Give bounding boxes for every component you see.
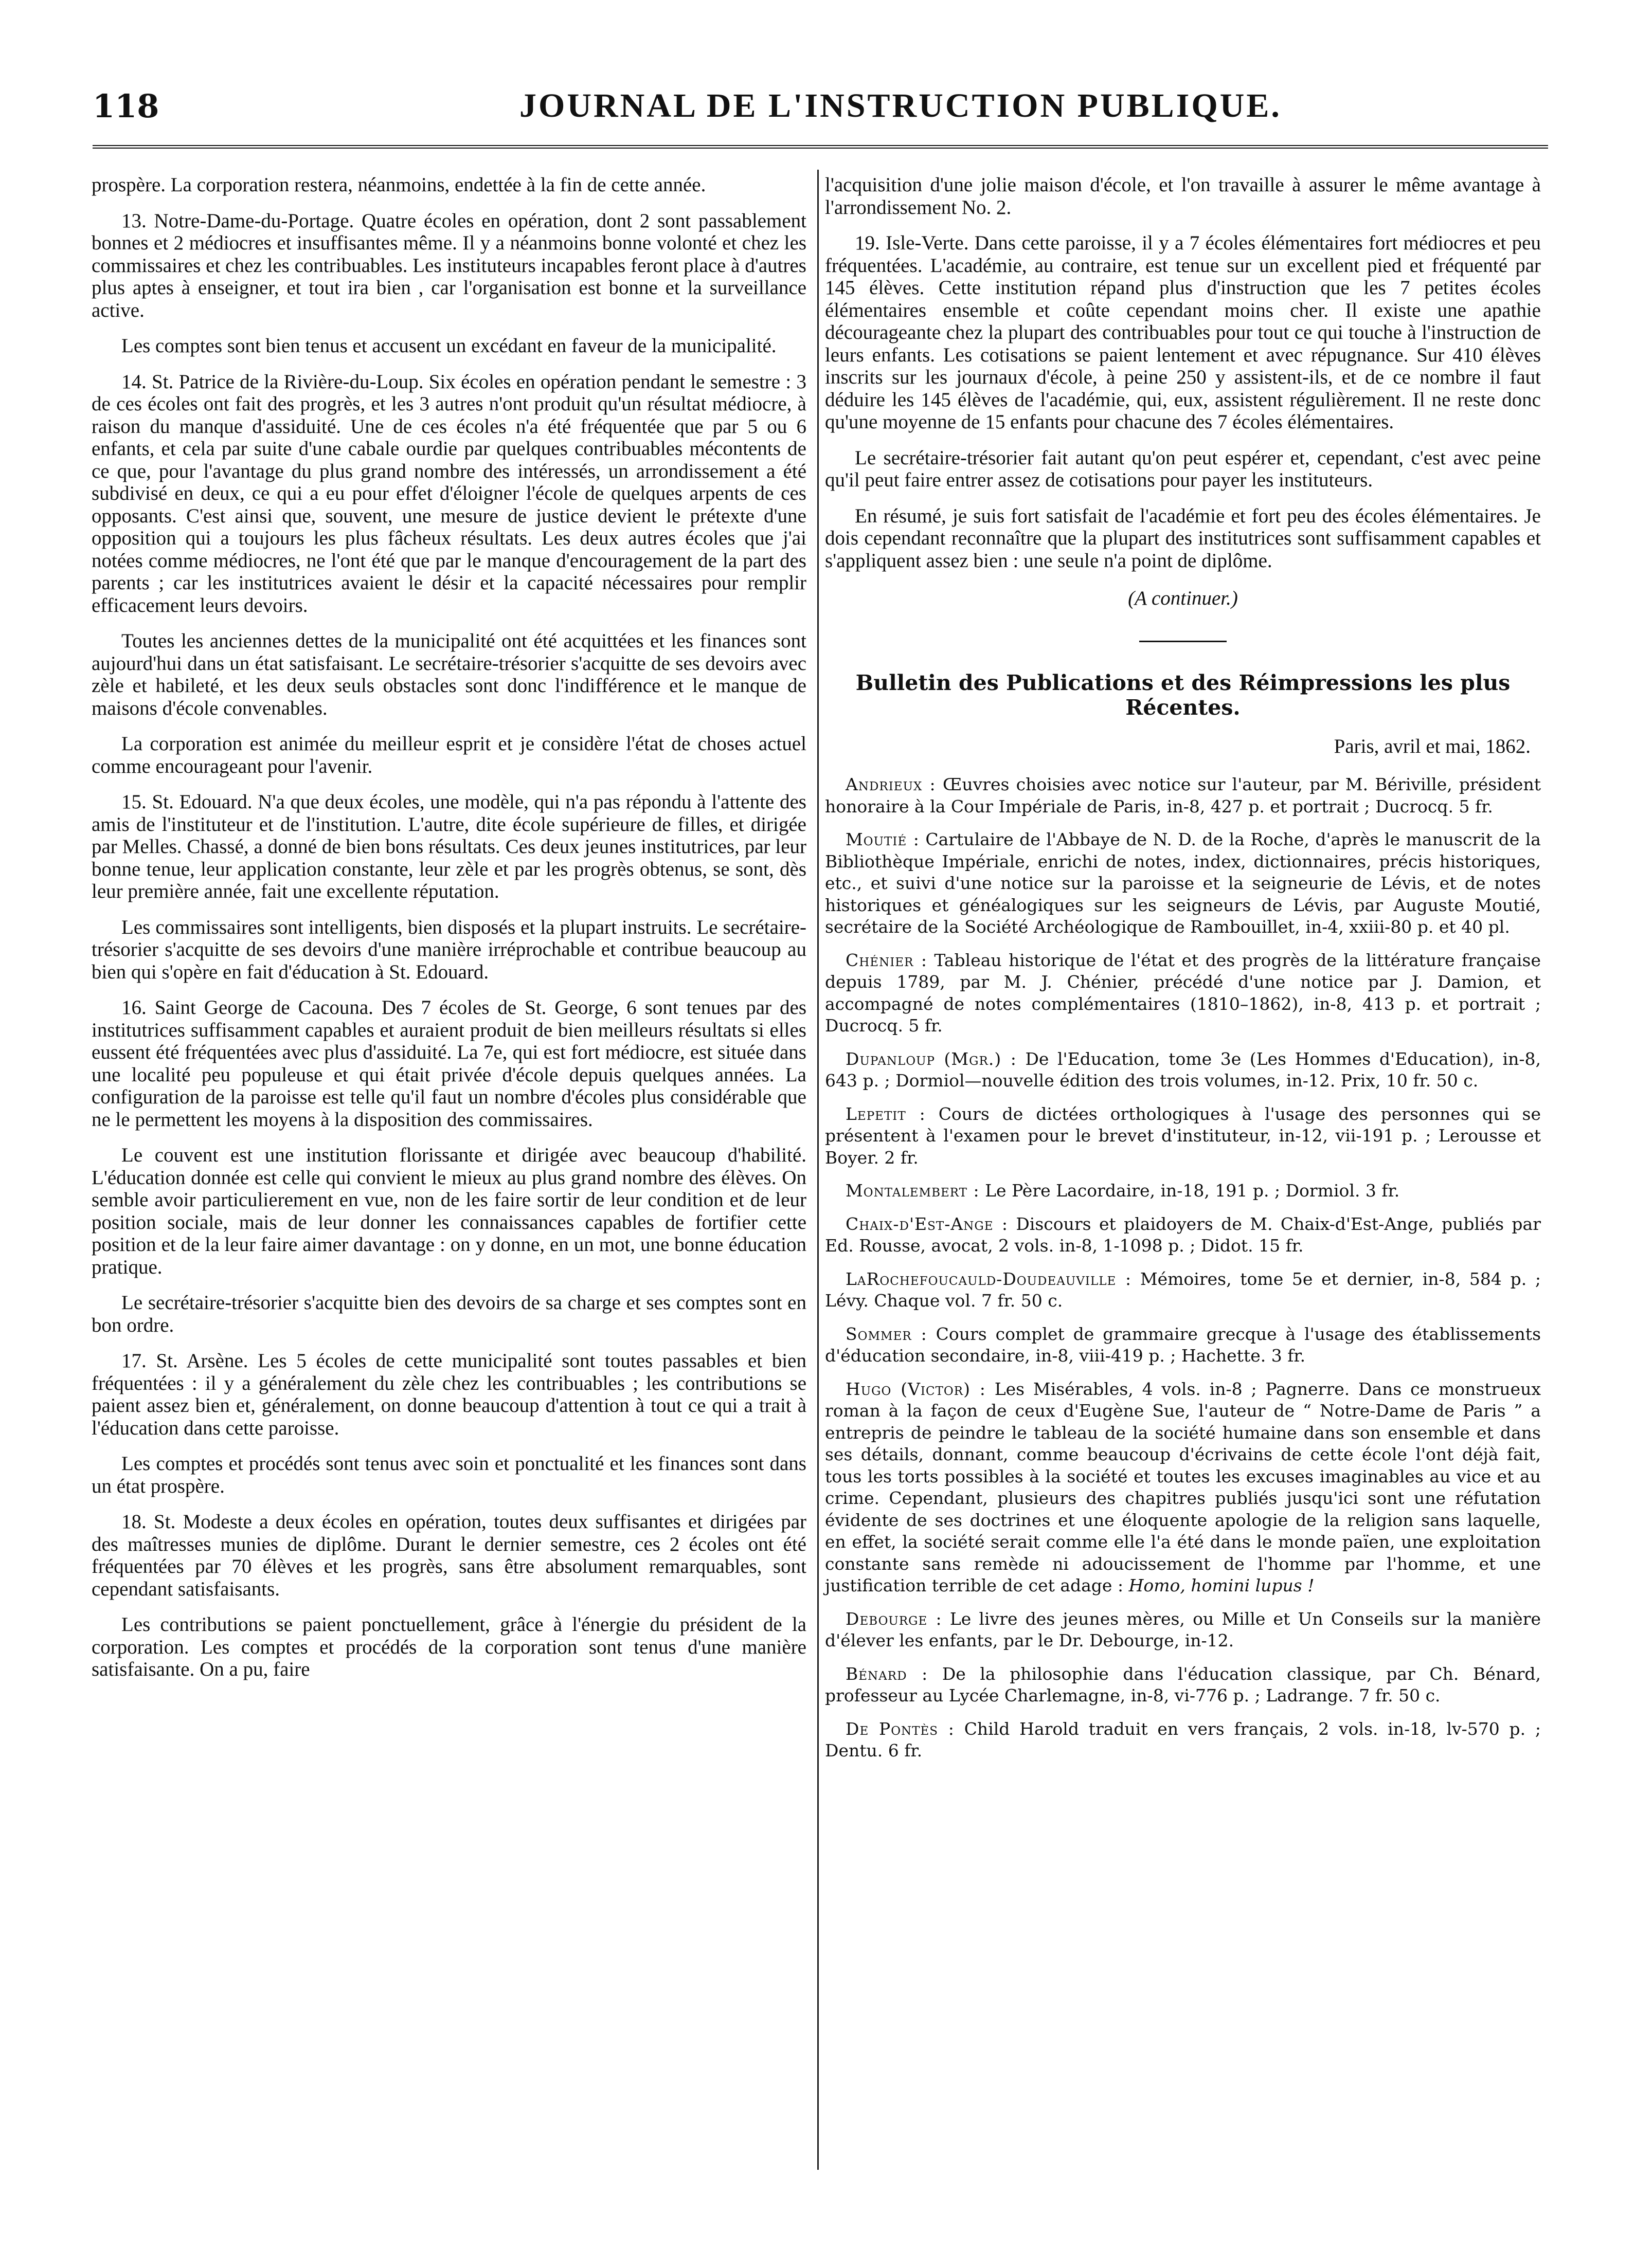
paragraph: 15. St. Edouard. N'a que deux écoles, une modèle, qui n'a pas répondu à l'attente des amis de l'instituteur et de l'institution. L'autre, dite école supérieure de filles, et dirigée par Melles. Chassé, a donné de bien bons résultats. Ces deux jeunes institutrices, par leur bonne tenue, leur application constante, leur zèle et par les progrès obtenus, se sont, dès leur première année, fait une excellente réputation.	[92, 791, 806, 902]
paragraph: Les commissaires sont intelligents, bien disposés et la plupart instruits. Le secrétaire-trésorier s'acquitte de ses devoirs d'une manière irréprochable et contribue beaucoup au bien qui s'opère en fait d'éducation à St. Edouard.	[92, 916, 806, 983]
entry-author: Bénard :	[846, 1663, 928, 1684]
bibliography-entry	[825, 1048, 1541, 1092]
entry-author: Chénier :	[846, 950, 927, 970]
paragraph: Le secrétaire-trésorier s'acquitte bien des devoirs de sa charge et ses comptes sont en bon ordre.	[92, 1292, 806, 1336]
paragraph: 18. St. Modeste a deux écoles en opération, toutes deux suffisantes et dirigées par des maîtresses munies de diplôme. Durant le dernier semestre, ces 2 écoles ont été fréquentées par 70 élèves et les progrès, sans être absolument remarquables, sont cependant satisfaisants.	[92, 1511, 806, 1600]
paragraph: prospère. La corporation restera, néanmoins, endettée à la fin de cette année.	[92, 174, 706, 196]
header-rule	[93, 145, 1548, 149]
entry-author: Dupanloup (Mgr.) :	[846, 1048, 1017, 1069]
dateline: Paris, avril et mai, 1862.	[1334, 735, 1531, 757]
entry-text: Le Père Lacordaire, in-18, 191 p. ; Dormiol. 3 fr.	[985, 1181, 1400, 1201]
right-column	[825, 174, 1541, 1773]
bibliography-entry	[825, 774, 1541, 818]
paragraph: 14. St. Patrice de la Rivière-du-Loup. Six écoles en opération pendant le semestre : 3 de ces écoles ont fait des progrès, et les 3 autres n'ont produit qu'un résultat médiocre, à raison du manque d'assiduité. Une de ces écoles n'a été fréquentée que par 5 ou 6 enfants, et cela par suite d'une cabale ourdie par quelques contribuables mécontents de ce que, pour l'avantage du plus grand nombre des intéressés, un arrondissement a été subdivisé en deux, ce qui a eu pour effet d'éloigner l'école de quelques arpents de ces opposants. C'est ainsi que, souvent, une mesure de justice devient le prétexte d'une opposition qui a toujours les plus fâcheux résultats. Les deux autres écoles que j'ai notées comme médiocres, ne l'ont été que par le manque d'encouragement de la part des parents ; car les institutrices avaient le désir et la capacité nécessaires pour remplir efficacement leurs devoirs.	[92, 370, 806, 616]
entry-text: Child Harold traduit en vers français, 2 vols. in-18, lv-570 p. ; Dentu. 6 fr.	[825, 1718, 1541, 1761]
entry-text: De l'Education, tome 3e (Les Hommes d'Education), in-8, 643 p. ; Dormiol—nouvelle édition des trois volumes, in-12. Prix, 10 fr. 50 c.	[825, 1048, 1541, 1091]
paragraph: Le couvent est une institution florissante et dirigée avec beaucoup d'habilité. L'éducation donnée est celle qui convient le mieux au plus grand nombre des élèves. On semble avoir particulierement en vue, non de les faire sortir de leur condition et de leur position sociale, mais de leur donner les connaissances capables de fortifier cette position et de la leur faire aimer davantage : on y donne, en un mot, une bonne éducation pratique.	[92, 1144, 806, 1278]
running-title: JOURNAL DE L'INSTRUCTION PUBLIQUE.	[519, 87, 1282, 124]
entry-text: Œuvres choisies avec notice sur l'auteur, par M. Bériville, président honoraire à la Cour Impériale de Paris, in-8, 427 p. et portrait ; Ducrocq. 5 fr.	[825, 774, 1541, 817]
entry-text: Cartulaire de l'Abbaye de N. D. de la Roche, d'après le manuscrit de la Bibliothèque Impériale, enrichi de notes, index, dictionnaires, précis historiques, etc., et suivi d'une notice sur la paroisse et la seigneurie de Lévis, et de notes historiques et généalogiques sur les seigneurs de Lévis, par Auguste Moutié, secrétaire de la Société Archéologique de Rambouillet, in-4, xxiii-80 p. et 40 pl.	[825, 829, 1541, 937]
page-header	[93, 77, 1548, 139]
entry-text: Le livre des jeunes mères, ou Mille et Un Conseils sur la manière d'élever les enfants, par le Dr. Debourge, in-12.	[825, 1608, 1541, 1650]
entry-author: Lepetit :	[846, 1103, 926, 1124]
bibliography-entry	[825, 1323, 1541, 1367]
entry-latin-quote: Homo, homini lupus !	[1128, 1575, 1315, 1595]
paragraph: l'acquisition d'une jolie maison d'école, et l'on travaille à assurer le même avantage à l'arrondissement No. 2.	[825, 174, 1541, 219]
entry-text: Tableau historique de l'état et des progrès de la littérature française depuis 1789, par M. J. Chénier, précédé d'une notice par J. Damion, et accompagné de notes complémentaires (1810–1862), in-8, 413 p. et portrait ; Ducrocq. 5 fr.	[825, 950, 1541, 1036]
bibliography-entry	[825, 1608, 1541, 1652]
paragraph: 17. St. Arsène. Les 5 écoles de cette municipalité sont toutes passables et bien fréquentées : il y a généralement du zèle chez les contribuables ; les contributions se paient assez bien et, généralement, on donne beaucoup d'attention à tout ce qui a trait à l'éducation dans cette paroisse.	[92, 1350, 806, 1439]
bibliography-entry	[825, 1213, 1541, 1257]
column-divider	[817, 170, 819, 2170]
paragraph: Toutes les anciennes dettes de la municipalité ont été acquittées et les finances sont aujourd'hui dans un état satisfaisant. Le secrétaire-trésorier s'acquitte de ses devoirs avec zèle et habileté, et les deux seuls obstacles sont donc l'indifférence et le manque de maisons d'école convenables.	[92, 630, 806, 719]
bulletin-title: Bulletin des Publications et des Réimpressions les plus Récentes.	[855, 670, 1511, 720]
bibliography-entry	[825, 1718, 1541, 1762]
entry-text: Discours et plaidoyers de M. Chaix-d'Est-Ange, publiés par Ed. Rousse, avocat, 2 vols. in-8, 1-1098 p. ; Didot. 15 fr.	[825, 1213, 1541, 1256]
bibliography-entry	[825, 1103, 1541, 1169]
bibliography-entry	[825, 950, 1541, 1037]
entry-author: LaRochefoucauld-Doudeauville :	[846, 1268, 1132, 1289]
left-column	[92, 174, 806, 1694]
entry-author: Sommer :	[846, 1323, 927, 1344]
entry-text: Les Misérables, 4 vols. in-8 ; Pagnerre. Dans ce monstrueux roman à la façon de ceux d'Eugène Sue, l'auteur de “ Notre-Dame de Paris ” a entrepris de peindre le tableau de la société humaine dans son ensemble et dans ses détails, donnant, comme beaucoup d'écrivains de cette école l'ont déjà fait, tous les torts possibles à la société et toutes les excuses imaginables au vice et au crime. Cependant, plusieurs des chapitres publiés jusqu'ici sont une réfutation évidente de ses doctrines et une éloquente apologie de la religion sans laquelle, en effet, la société serait comme elle l'a été dans le monde païen, une exploitation constante sans remède ni adoucissement de l'homme par l'homme, et une justification terrible de cet adage :	[825, 1378, 1541, 1595]
paragraph: La corporation est animée du meilleur esprit et je considère l'état de choses actuel comme encourageant pour l'avenir.	[92, 733, 806, 777]
paragraph: Les comptes sont bien tenus et accusent un excédant en faveur de la municipalité.	[121, 335, 777, 357]
entry-text: Mémoires, tome 5e et dernier, in-8, 584 p. ; Lévy. Chaque vol. 7 fr. 50 c.	[825, 1268, 1541, 1311]
paragraph: 13. Notre-Dame-du-Portage. Quatre écoles en opération, dont 2 sont passablement bonnes et 2 médiocres et insuffisantes même. Il y a néanmoins bonne volonté et chez les commissaires et chez les contribuables. Les instituteurs incapables feront place à d'autres plus aptes à enseigner, et tout ira bien , car l'organisation est bonne et la surveillance active.	[92, 209, 806, 321]
continuation-note: (A continuer.)	[1128, 587, 1238, 609]
bibliography-entry	[825, 1663, 1541, 1707]
paragraph: Le secrétaire-trésorier fait autant qu'on peut espérer et, cependant, c'est avec peine qu'il peut faire entrer assez de cotisations pour payer les instituteurs.	[825, 446, 1541, 491]
entry-author: Andrieux :	[846, 774, 936, 794]
section-rule	[1139, 641, 1227, 642]
paragraph: Les contributions se paient ponctuellement, grâce à l'énergie du président de la corporation. Les comptes et procédés de la corporation sont tenus d'une manière satisfaisante. On a pu, faire	[92, 1613, 806, 1680]
page-number: 118	[93, 87, 159, 125]
paragraph: En résumé, je suis fort satisfait de l'académie et fort peu des écoles élémentaires. Je dois cependant reconnaître que la plupart des institutrices sont suffisamment capables et s'appliquent assez bien : une seule n'a point de diplôme.	[825, 504, 1541, 572]
entry-text: Cours complet de grammaire grecque à l'usage des établissements d'éducation secondaire, in-8, viii-419 p. ; Hachette. 3 fr.	[825, 1323, 1541, 1366]
bibliography-entry	[825, 1180, 1541, 1202]
entry-author: De Pontès :	[846, 1718, 955, 1739]
entry-text: Cours de dictées orthologiques à l'usage des personnes qui se présentent à l'examen pour le brevet d'instituteur, in-12, vii-191 p. ; Lerousse et Boyer. 2 fr.	[825, 1103, 1541, 1168]
paragraph: 16. Saint George de Cacouna. Des 7 écoles de St. George, 6 sont tenues par des institutrices suffisamment capables et auraient produit de bien meilleurs résultats si elles eussent été fréquentées avec plus d'assiduité. La 7e, qui est fort médiocre, est située dans une localité peu populeuse et qui était privée d'école depuis quelques années. La configuration de la paroisse est telle qu'il faut un nombre d'écoles plus considérable que ne le permettent les moyens à la disposition des commissaires.	[92, 996, 806, 1131]
paragraph: Les comptes et procédés sont tenus avec soin et ponctualité et les finances sont dans un état prospère.	[92, 1453, 806, 1497]
bibliography-entry	[825, 1268, 1541, 1312]
entry-author: Moutié :	[846, 829, 920, 849]
entry-author: Hugo (Victor) :	[846, 1378, 986, 1399]
entry-author: Montalembert :	[846, 1181, 980, 1201]
entry-author: Chaix-d'Est-Ange :	[846, 1213, 1008, 1234]
entry-author: Debourge :	[846, 1608, 942, 1629]
bibliography-entry	[825, 829, 1541, 938]
bibliography-entry	[825, 1378, 1541, 1597]
paragraph: 19. Isle-Verte. Dans cette paroisse, il y a 7 écoles élémentaires fort médiocres et peu fréquentées. L'académie, au contraire, est tenue sur un excellent pied et fréquenté par 145 élèves. Cette institution répand plus d'instruction que les 7 petites écoles élémentaires ensemble et coûte cependant moins cher. Il existe une apathie décourageante chez la plupart des contribuables pour tout ce qui touche à l'instruction de leurs enfants. Les cotisations se paient lentement et avec répugnance. Sur 410 élèves inscrits sur les journaux d'école, à peine 250 y assistent-ils, et de ce nombre il faut déduire les 145 élèves de l'académie, qui, eux, assistent régulièrement. Il ne reste donc qu'une moyenne de 15 enfants pour chacune des 7 écoles élémentaires.	[825, 232, 1541, 433]
entry-text: De la philosophie dans l'éducation classique, par Ch. Bénard, professeur au Lycée Charlemagne, in-8, vi-776 p. ; Ladrange. 7 fr. 50 c.	[825, 1663, 1541, 1705]
